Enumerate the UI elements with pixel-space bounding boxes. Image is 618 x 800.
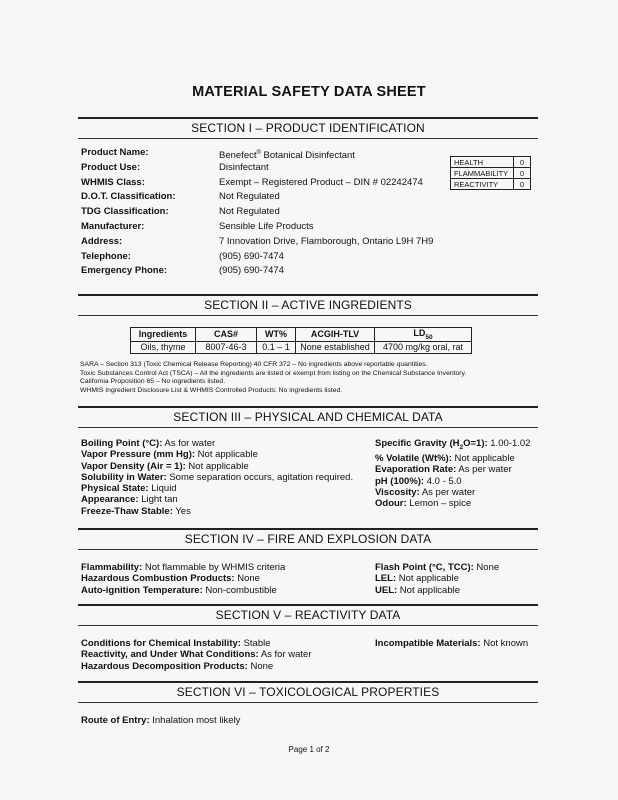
field-value: None — [234, 573, 260, 585]
col-cas: CAS# — [196, 328, 257, 342]
field-value: Not known — [480, 638, 529, 649]
hazard-row-reactivity — [451, 179, 531, 190]
field-value: Not flammable by WHMIS criteria — [142, 562, 286, 573]
field-label: LEL: — [375, 573, 397, 585]
product-use-label: Product Use: — [81, 161, 141, 173]
field-label: Hazardous Decomposition Products: — [81, 660, 248, 672]
percent-volatile — [375, 453, 530, 464]
ph — [375, 476, 530, 487]
address-label: Address: — [81, 235, 123, 247]
telephone-label: Telephone: — [81, 250, 131, 262]
field-label: Evaporation Rate: — [375, 464, 457, 476]
field-value: None — [247, 660, 274, 672]
field-value: Yes — [172, 505, 191, 517]
sg-subscript: 2 — [459, 443, 464, 451]
field-label: Odour: — [375, 498, 407, 510]
field-label: Vapor Density (Air = 1): — [81, 460, 186, 472]
evaporation-rate — [375, 464, 530, 475]
col-acgih-tlv: ACGIH-TLV — [296, 328, 375, 342]
field-value: As per water — [419, 487, 476, 499]
product-name-label: Product Name: — [81, 147, 149, 158]
regulatory-notes — [80, 361, 540, 395]
address-value: 7 Innovation Drive, Flamborough, Ontario L9H 7H9 — [219, 235, 434, 247]
lel — [375, 573, 499, 584]
ingredients-header-row — [131, 328, 472, 342]
field-value: As per water — [456, 464, 512, 476]
field-label: Flash Point (°C, TCC): — [375, 562, 474, 573]
ld-label: LD — [413, 328, 426, 338]
product-use-value: Disinfectant — [219, 161, 269, 173]
field-value: None — [473, 562, 500, 573]
field-label: Auto-ignition Temperature: — [81, 584, 203, 596]
hazard-value: 0 — [514, 179, 531, 190]
field-value: 1.00-1.02 — [487, 438, 531, 449]
ingredient-cas: 8007-46-3 — [196, 341, 257, 353]
dot-classification-value: Not Regulated — [219, 191, 280, 203]
dot-classification-label: D.O.T. Classification: — [81, 191, 176, 203]
manufacturer-label: Manufacturer: — [81, 221, 145, 232]
boiling-point — [81, 438, 353, 449]
reactivity-data-right — [375, 638, 528, 649]
section-1-title: SECTION I – PRODUCT IDENTIFICATION — [191, 121, 425, 135]
physical-state — [81, 483, 353, 494]
field-value: 4.0 - 5.0 — [424, 475, 462, 487]
page-number: Page 1 of 2 — [288, 745, 330, 754]
field-label: Viscosity: — [375, 487, 420, 499]
field-label: % Volatile (Wt%): — [375, 453, 452, 465]
ingredient-wt: 0.1 – 1 — [257, 341, 296, 353]
section-3-header — [78, 406, 538, 428]
viscosity — [375, 487, 530, 498]
fire-data-left — [81, 562, 285, 596]
hazardous-combustion — [81, 573, 285, 584]
document-title: MATERIAL SAFETY DATA SHEET — [192, 84, 426, 100]
registered-mark: ® — [256, 150, 261, 156]
field-label: UEL: — [375, 584, 398, 596]
appearance — [81, 494, 353, 505]
sg-label-post: O=1): — [463, 438, 488, 449]
whmis-class-label: WHMIS Class: — [81, 176, 145, 188]
field-value: Stable — [240, 638, 271, 649]
field-value: Not applicable — [397, 584, 461, 596]
reactivity-data-left — [81, 638, 312, 672]
incompatible-materials — [375, 638, 528, 649]
field-value: Not applicable — [451, 453, 515, 465]
auto-ignition — [81, 585, 285, 596]
vapor-density — [81, 461, 353, 472]
field-label: Physical State: — [81, 483, 149, 495]
section-1-header — [78, 117, 538, 139]
field-label: Reactivity, and Under What Conditions: — [81, 649, 259, 661]
fire-data-right — [375, 562, 499, 596]
section-2-title: SECTION II – ACTIVE INGREDIENTS — [204, 298, 412, 312]
reactivity-conditions — [81, 649, 312, 660]
chemical-instability — [81, 638, 312, 649]
ingredient-name: Oils, thyme — [131, 341, 196, 353]
note-prop65: California Proposition 65 – No ingredients listed. — [80, 378, 226, 386]
field-label: Boiling Point (°C): — [81, 438, 163, 449]
field-value: Inhalation most likely — [149, 715, 241, 726]
product-name-rest: Botanical Disinfectant — [260, 150, 355, 162]
field-label: Incompatible Materials: — [375, 638, 481, 649]
freeze-thaw — [81, 506, 353, 517]
hazardous-decomposition — [81, 661, 312, 672]
whmis-class-value: Exempt – Registered Product – DIN # 02242474 — [219, 176, 423, 188]
section-3-title: SECTION III – PHYSICAL AND CHEMICAL DATA — [173, 410, 443, 424]
ingredient-acgih: None established — [296, 341, 375, 353]
field-label — [375, 438, 488, 449]
col-ld50 — [375, 328, 472, 342]
field-label: Vapor Pressure (mm Hg): — [81, 449, 196, 461]
telephone-value: (905) 690-7474 — [219, 250, 284, 262]
col-wt: WT% — [257, 328, 296, 342]
field-value: Liquid — [148, 483, 177, 495]
sg-label-pre: Specific Gravity (H — [375, 438, 460, 449]
field-value: Some separation occurs, agitation required. — [166, 471, 354, 483]
tdg-classification-label: TDG Classification: — [81, 206, 169, 218]
flammability — [81, 562, 285, 573]
field-value: Not applicable — [396, 573, 459, 585]
field-value: Lemon – spice — [406, 498, 472, 510]
hazard-label: FLAMMABILITY — [451, 168, 514, 179]
field-label: Conditions for Chemical Instability: — [81, 638, 241, 649]
route-of-entry — [81, 715, 240, 726]
physical-data-right — [375, 438, 530, 510]
solubility — [81, 472, 353, 483]
hazard-label: HEALTH — [451, 157, 514, 168]
section-4-header — [78, 528, 538, 550]
field-label: Route of Entry: — [81, 715, 150, 726]
col-ingredients: Ingredients — [131, 328, 196, 342]
manufacturer-value: Sensible Life Products — [219, 221, 314, 232]
field-value: Not applicable — [195, 449, 258, 461]
uel — [375, 585, 499, 596]
field-label: pH (100%): — [375, 475, 425, 487]
ld-subscript: 50 — [425, 333, 433, 341]
section-6-title: SECTION VI – TOXICOLOGICAL PROPERTIES — [176, 685, 440, 699]
section-5-header — [78, 604, 538, 626]
vapor-pressure — [81, 449, 353, 460]
hazard-row-flammability — [451, 168, 531, 179]
field-value: Light tan — [138, 494, 178, 506]
table-row — [131, 341, 472, 353]
section-2-header — [78, 294, 538, 316]
field-label: Freeze-Thaw Stable: — [81, 505, 173, 517]
note-sara: SARA – Section 313 (Toxic Chemical Release Reporting) 40 CFR 372 – No ingredients above reportable quantities. — [80, 361, 428, 368]
ingredients-table — [130, 327, 472, 354]
hazard-value: 0 — [514, 168, 531, 179]
specific-gravity — [375, 438, 530, 453]
note-whmis: WHMIS Ingredient Disclosure List & WHMIS Controlled Products: No ingredients listed. — [80, 386, 343, 394]
hazard-row-health — [451, 157, 531, 168]
odour — [375, 498, 530, 509]
field-value: As for water — [258, 649, 312, 661]
hazard-label: REACTIVITY — [451, 179, 514, 190]
field-label: Solubility in Water: — [81, 471, 167, 483]
emergency-phone-value: (905) 690-7474 — [219, 265, 284, 277]
section-4-title: SECTION IV – FIRE AND EXPLOSION DATA — [184, 532, 432, 546]
flash-point — [375, 562, 499, 573]
field-label: Appearance: — [81, 494, 139, 506]
field-value: Non-combustible — [202, 584, 277, 596]
hazard-value: 0 — [514, 157, 531, 168]
field-value: Not applicable — [185, 460, 249, 472]
physical-data-left — [81, 438, 353, 517]
section-5-title: SECTION V – REACTIVITY DATA — [215, 608, 401, 622]
product-name-brand: Benefect — [219, 150, 257, 162]
field-label: Flammability: — [81, 562, 143, 573]
tdg-classification-value: Not Regulated — [219, 206, 280, 218]
emergency-phone-label: Emergency Phone: — [81, 265, 168, 277]
toxicology-data — [81, 715, 240, 726]
field-label: Hazardous Combustion Products: — [81, 573, 235, 585]
section-6-header — [78, 681, 538, 703]
product-identification — [81, 146, 441, 286]
hazard-rating-table — [450, 156, 531, 190]
ingredient-ld50: 4700 mg/kg oral, rat — [375, 341, 472, 353]
field-value: As for water — [162, 438, 216, 449]
note-tsca: Toxic Substances Control Act (TSCA) – All the ingredients are listed or exempt from listing on the Chemical Substance Inventory. — [80, 369, 467, 377]
